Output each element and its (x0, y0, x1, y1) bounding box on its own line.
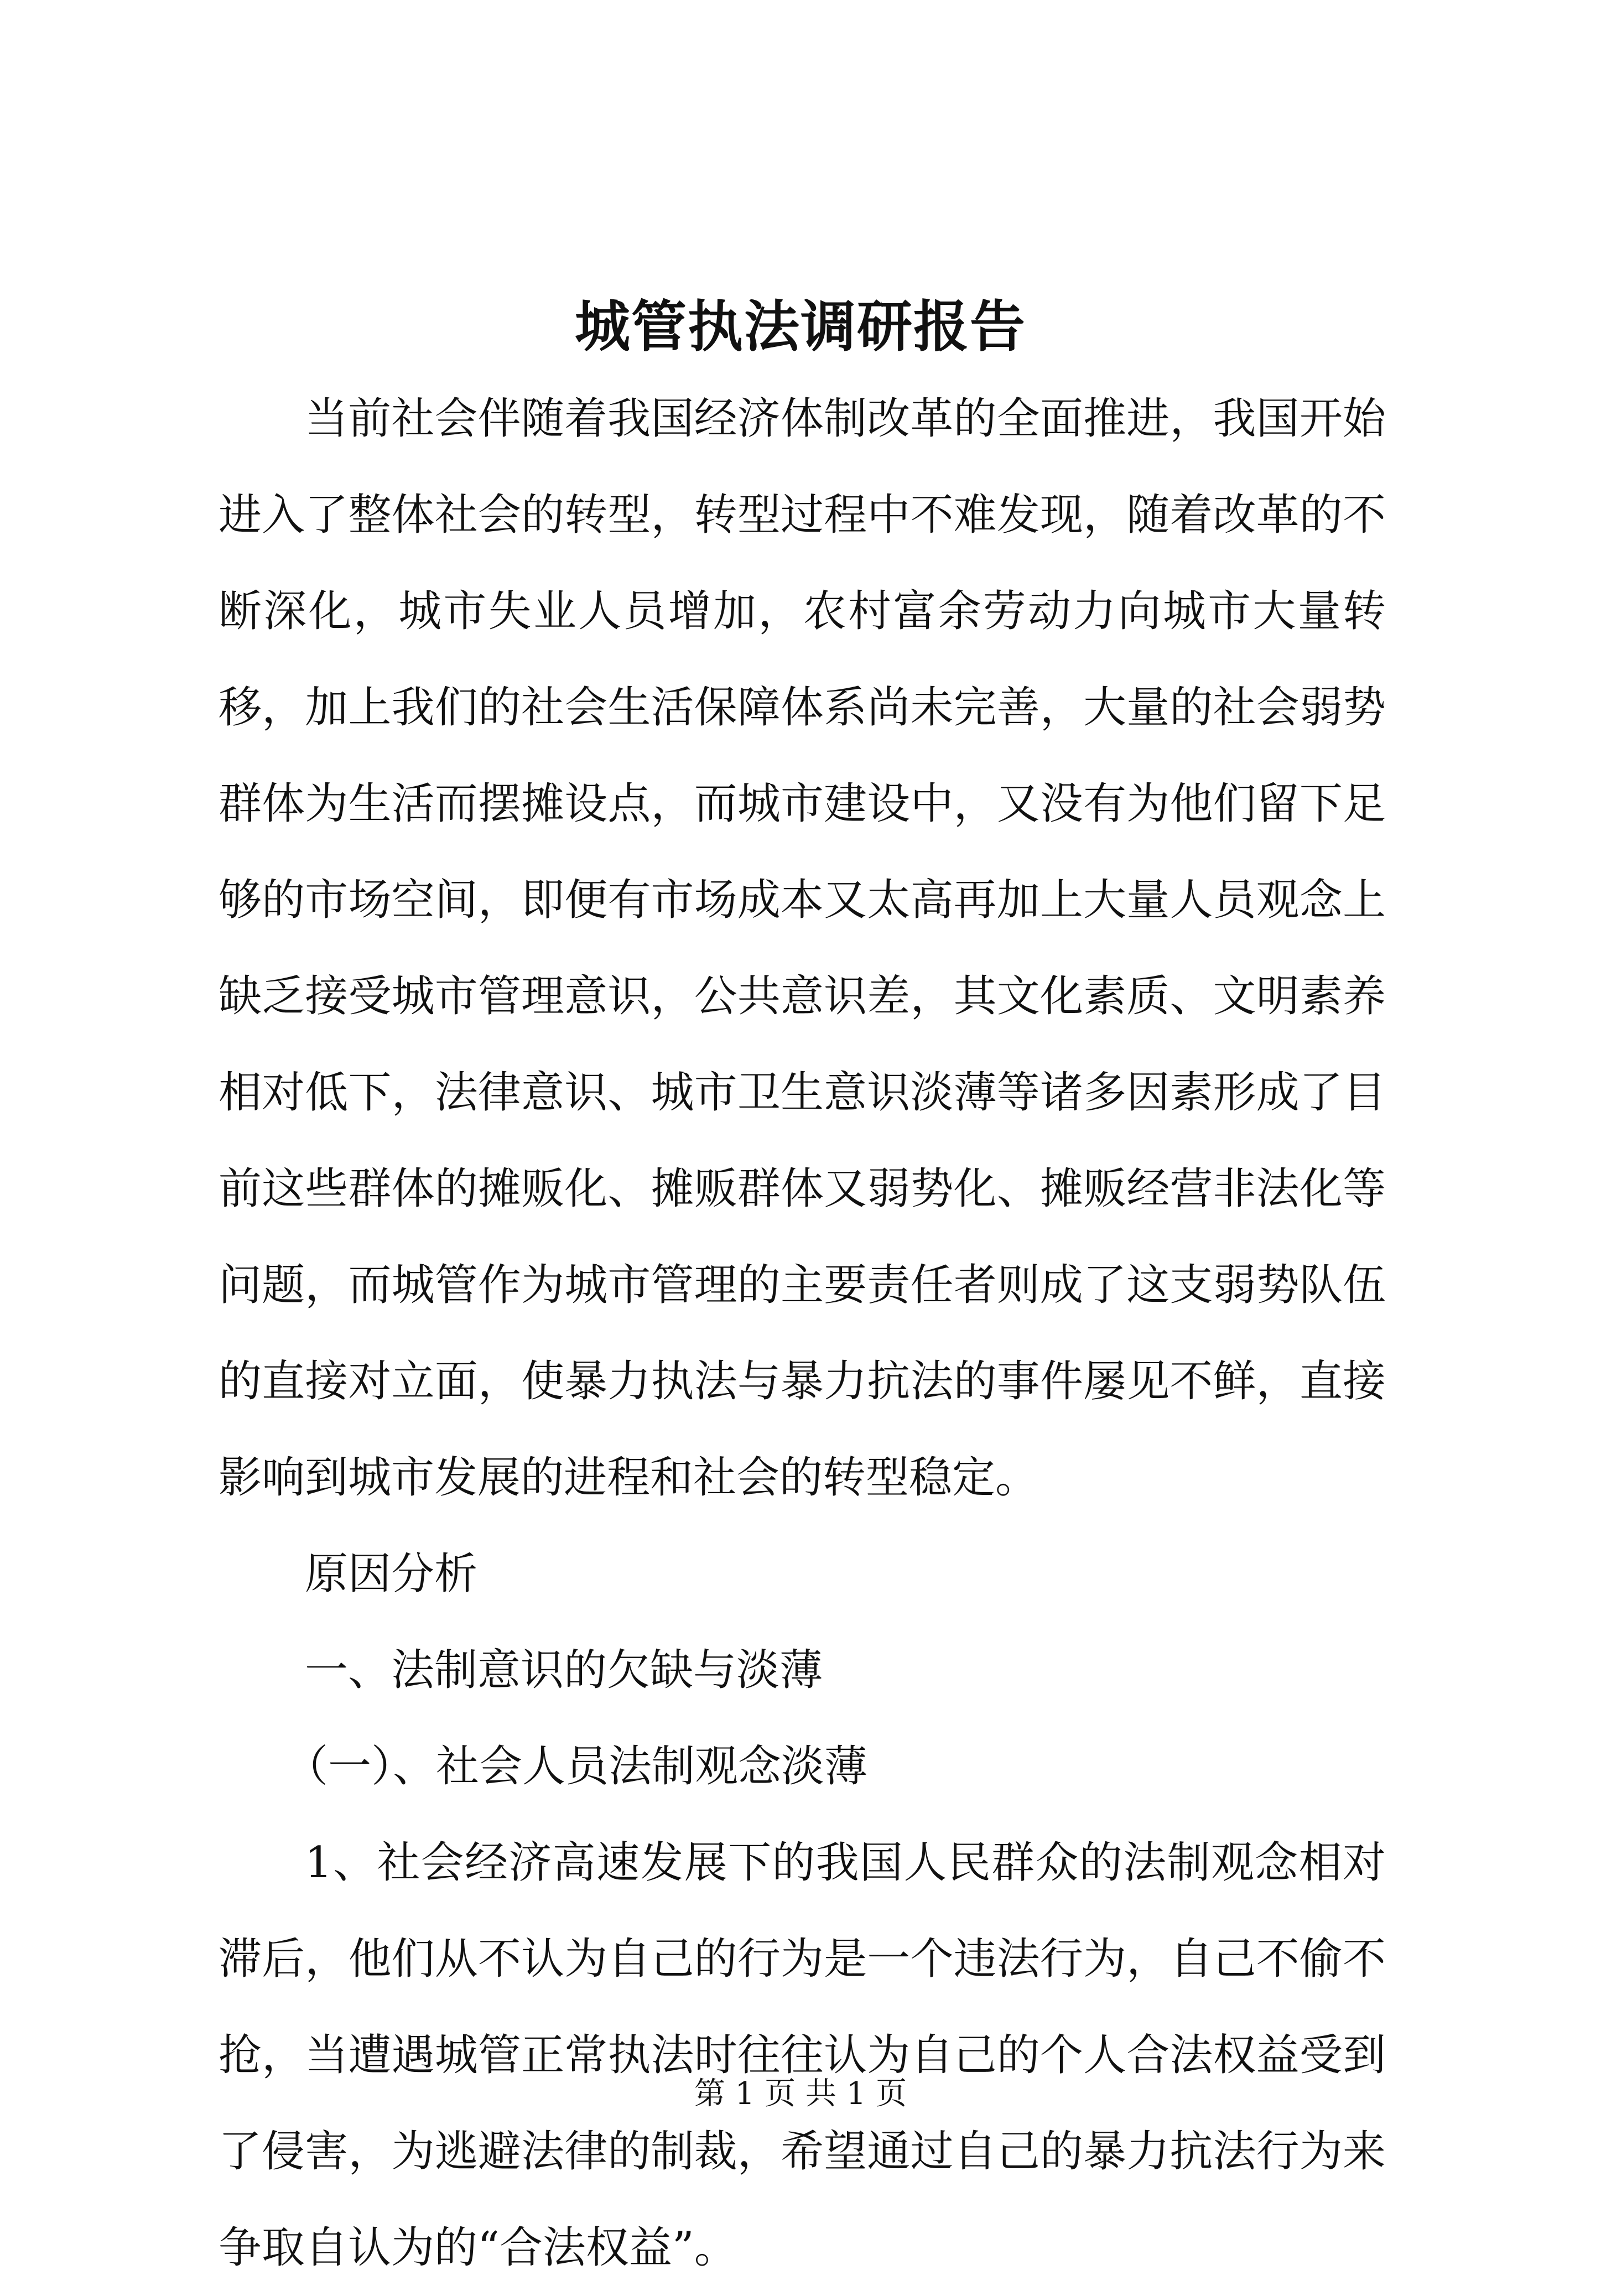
heading-section-one: 一、法制意识的欠缺与淡薄 (305, 1645, 823, 1695)
page-footer: 第 1 页 共 1 页 (694, 2076, 907, 2112)
document-title: 城管执法调研报告 (575, 294, 1026, 359)
document-body (219, 371, 1386, 2296)
heading-subsection-one: （一）、社会人员法制观念淡薄 (285, 1742, 868, 1791)
paragraph-intro: 当前社会伴随着我国经济体制改革的全面推进，我国开始进入了整体社会的转型，转型过程中不难发现，随着改革的不断深化，城市失业人员增加，农村富余劳动力向城市大量转移，加上我们的社会生活保障体系尚未完善，大量的社会弱势群体为生活而摆摊设点，而城市建设中，又没有为他们留下足够的市场空间，即便有市场成本又太高再加上大量人员观念上缺乏接受城市管理意识，公共意识差，其文化素质、文明素养相对低下，法律意识、城市卫生意识淡薄等诸多因素形成了目前这些群体的摊贩化、摊贩群体又弱势化、摊贩经营非法化等问题，而城管作为城市管理的主要责任者则成了这支弱势队伍的直接对立面，使暴力执法与暴力抗法的事件屡见不鲜，直接影响到城市发展的进程和社会的转型稳定。 (219, 394, 1386, 1503)
heading-cause-analysis: 原因分析 (305, 1549, 478, 1599)
paragraph-point-one: 1、社会经济高速发展下的我国人民群众的法制观念相对滞后，他们从不认为自己的行为是一个违法行为，自己不偷不抢，当遭遇城管正常执法时往往认为自己的个人合法权益受到了侵害，为逃避法律的制裁，希望通过自己的暴力抗法行为来争取自认为的“合法权益”。 (219, 1838, 1386, 2273)
